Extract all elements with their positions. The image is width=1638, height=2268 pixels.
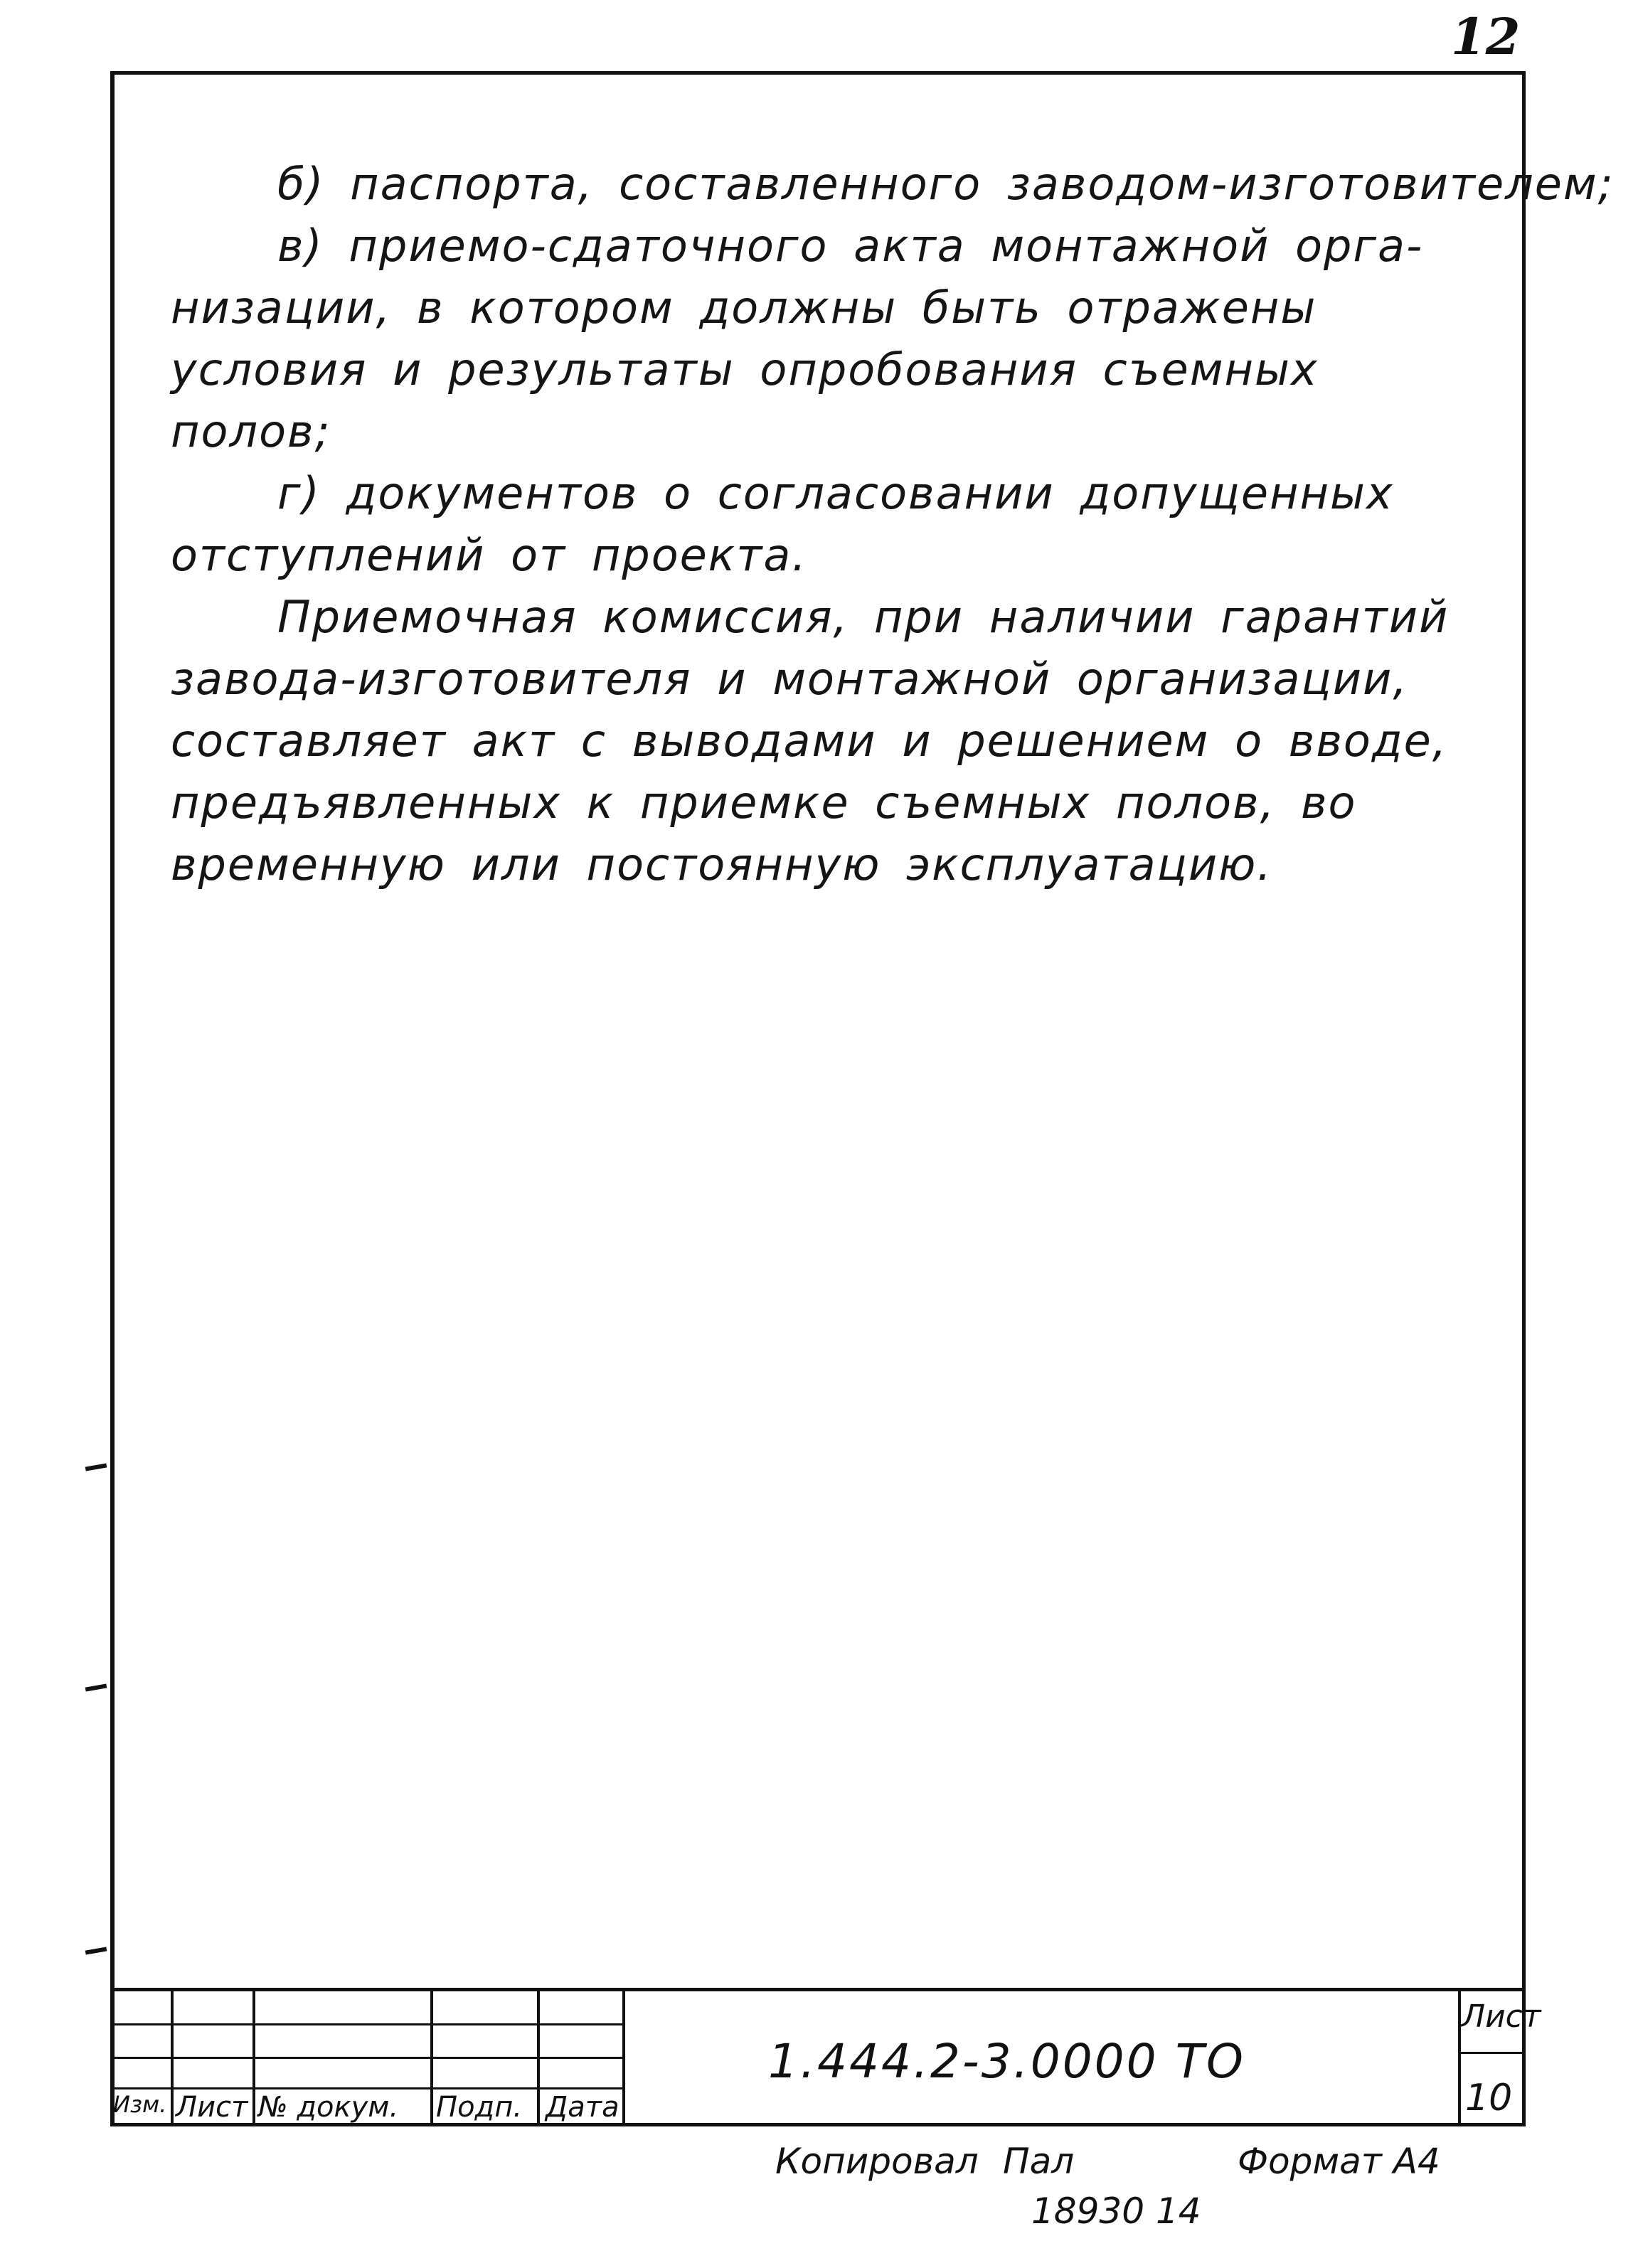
text-line: низации, в котором должны быть отражены <box>171 282 1317 334</box>
col-list-label: Лист <box>176 2091 248 2124</box>
order-number: 18930 14 <box>1031 2190 1201 2232</box>
col-date-label: Дата <box>546 2091 619 2124</box>
binding-mark <box>85 1947 107 1954</box>
title-block-divider <box>252 1991 255 2126</box>
page-number: 12 <box>1451 7 1521 66</box>
text-line: отступлений от проекта. <box>171 529 808 581</box>
col-sign-label: Подп. <box>436 2091 523 2124</box>
text-line: временную или постоянную эксплуатацию. <box>171 838 1273 890</box>
copied-by-label: Копировал <box>775 2141 979 2182</box>
title-block-divider <box>622 1991 625 2126</box>
title-block-divider <box>110 2023 622 2025</box>
text-line: г) документов о согласовании допущенных <box>277 467 1394 519</box>
binding-mark <box>85 1683 107 1691</box>
sheet-number: 10 <box>1465 2077 1513 2119</box>
title-block-divider <box>171 1991 174 2126</box>
document-body <box>171 153 1615 895</box>
text-line: б) паспорта, составленного заводом-изготовителем; <box>277 158 1615 210</box>
text-line: в) приемо-сдаточного акта монтажной орга- <box>277 220 1424 272</box>
col-doc-label: № докум. <box>258 2091 399 2124</box>
title-block-divider <box>537 1991 540 2126</box>
copier-signature: Пал <box>1003 2141 1075 2182</box>
col-izm-label: Изм. <box>113 2091 167 2118</box>
paper-format: Формат А4 <box>1238 2141 1440 2182</box>
text-line: предъявленных к приемке съемных полов, во <box>171 777 1357 829</box>
title-block-divider <box>110 2087 622 2089</box>
title-block-divider <box>1458 1991 1461 2126</box>
title-block-divider <box>1458 2052 1526 2054</box>
sheet-label: Лист <box>1462 1998 1541 2035</box>
document-code: 1.444.2-3.0000 ТО <box>768 2034 1245 2089</box>
text-line: завода-изготовителя и монтажной организации, <box>171 653 1409 705</box>
title-block-divider <box>430 1991 433 2126</box>
binding-mark <box>85 1463 107 1471</box>
text-line: Приемочная комиссия, при наличии гарантий <box>277 591 1450 643</box>
text-line: условия и результаты опробования съемных <box>171 344 1319 395</box>
text-line: полов; <box>171 405 331 457</box>
title-block-divider <box>110 2057 622 2059</box>
text-line: составляет акт с выводами и решением о вводе, <box>171 715 1448 767</box>
